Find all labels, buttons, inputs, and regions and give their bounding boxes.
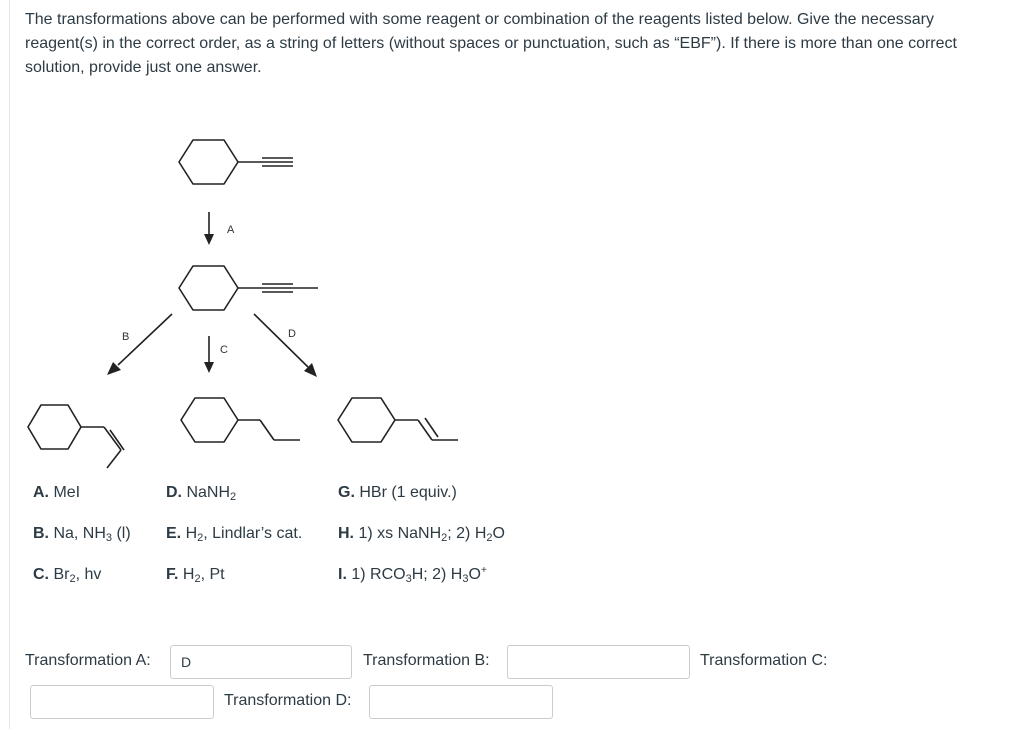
reagent-letter: A.	[33, 484, 49, 501]
transformation-c-label: Transformation C:	[700, 652, 828, 669]
transformation-a-input[interactable]	[170, 645, 352, 679]
reagent-b	[33, 525, 131, 543]
arrow-c	[204, 336, 214, 373]
arrow-a	[204, 212, 214, 245]
reagent-text: 1) $RCO_3H$; 2) $H_3O^+$	[346, 565, 487, 585]
transformation-d-input[interactable]	[369, 685, 553, 719]
transformation-a-label: Transformation A:	[25, 652, 151, 669]
reagent-text: $H_2$, Lindlar’s cat.	[181, 525, 303, 544]
page-left-border	[9, 0, 10, 729]
structure-product-b	[28, 405, 124, 468]
reagent-letter: H.	[338, 525, 354, 542]
reagent-text: Na, $NH_3$ (l)	[49, 525, 131, 544]
reagent-letter: G.	[338, 484, 355, 501]
structure-product-c	[181, 398, 300, 442]
reagent-text: $H_2$, Pt	[178, 566, 225, 585]
transformation-b-label: Transformation B:	[363, 652, 490, 669]
reagent-text: $Br_2$, hv	[49, 566, 102, 585]
structure-product-d	[338, 398, 458, 442]
transformation-d-label: Transformation D:	[224, 692, 352, 709]
reagent-i	[338, 566, 487, 584]
reagent-d	[166, 484, 236, 502]
arrow-label-a: A	[227, 224, 235, 236]
reagent-letter: B.	[33, 525, 49, 542]
reagent-letter: D.	[166, 484, 182, 501]
arrow-label-c: C	[220, 344, 228, 356]
reagent-letter: I.	[338, 566, 347, 583]
reagent-letter: F.	[166, 566, 179, 583]
reagent-e	[166, 525, 302, 543]
reagent-f	[166, 566, 225, 584]
reagent-a	[33, 484, 80, 502]
transformation-c-input[interactable]	[30, 685, 214, 719]
reagent-letter: E.	[166, 525, 182, 542]
reagent-text: 1) xs NaNH$_2$; 2) $H_2O$	[354, 525, 505, 544]
arrow-b	[107, 314, 172, 375]
transformation-b-input[interactable]	[507, 645, 690, 679]
reagent-g	[338, 484, 457, 502]
reagent-text: MeI	[49, 484, 81, 501]
structure-cyclohexylacetylene	[179, 140, 293, 184]
reagent-text: HBr (1 equiv.)	[354, 484, 457, 501]
reagent-text: NaNH$_2$	[182, 484, 237, 503]
arrow-label-b: B	[122, 331, 130, 343]
reagent-letter: C.	[33, 566, 49, 583]
question-prompt: The transformations above can be performed with some reagent or combination of the reagents listed below. Give the necessary reagent(s) in the correct order, as a string of letters (without spaces or punctuation, such as “EBF”). If there is more than one correct solution, provide just one answer.	[25, 11, 957, 76]
reagent-h	[338, 525, 505, 543]
reagent-c	[33, 566, 101, 584]
arrow-d	[254, 314, 317, 377]
structure-cyclohexylpropyne	[179, 266, 318, 310]
arrow-label-d: D	[288, 328, 296, 340]
